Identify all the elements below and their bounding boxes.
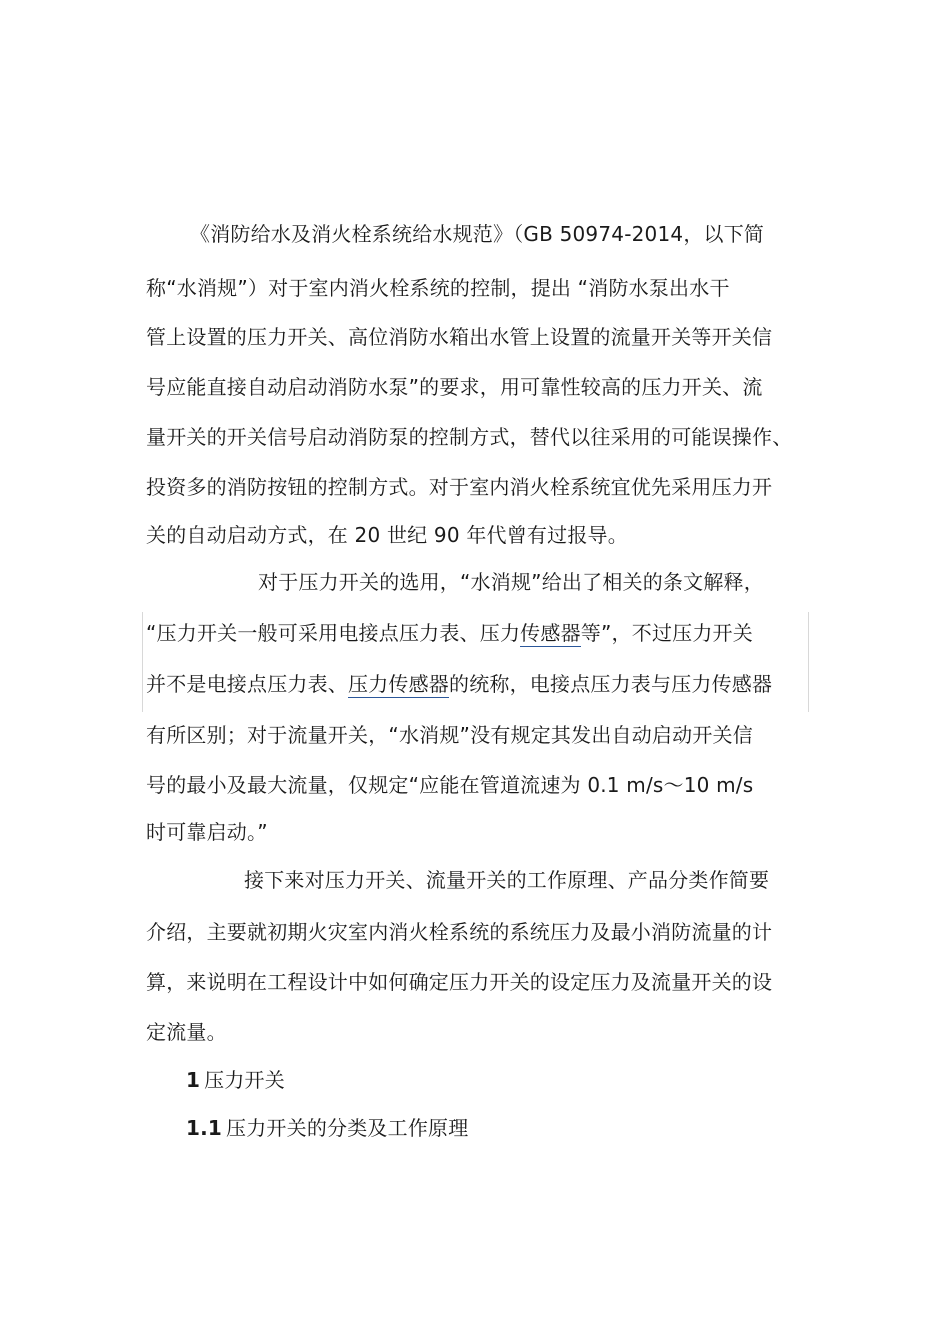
paragraph-line: 对于压力开关的选用，“水消规”给出了相关的条文解释， [258,570,764,594]
subsection-title: 压力开关的分类及工作原理 [226,1116,469,1140]
section-title: 压力开关 [204,1068,285,1092]
paragraph-line: 《消防给水及消火栓系统给水规范》（GB 50974-2014，以下简 [190,222,765,246]
paragraph-line: 关的自动启动方式，在 20 世纪 90 年代曾有过报导。 [146,523,628,547]
section-number: 1 [186,1068,201,1092]
paragraph-line: 称“水消规”）对于室内消火栓系统的控制，提出 “消防水泵出水干 [146,276,730,300]
paragraph-line: 投资多的消防按钮的控制方式。对于室内消火栓系统宜优先采用压力开 [146,475,773,499]
text-segment: 并不是电接点压力表、 [146,672,348,696]
paragraph-line: 有所区别；对于流量开关，“水消规”没有规定其发出自动启动开关信 [146,723,753,747]
term-link-pressure-sensor[interactable]: 压力传感器 [348,672,449,696]
text-segment: 的统称，电接点压力表与压力传感器 [449,672,773,696]
paragraph-line: 号应能直接自动启动消防水泵”的要求，用可靠性较高的压力开关、流 [146,375,763,399]
paragraph-line [146,621,753,645]
text-segment: 等”，不过压力开关 [580,621,753,645]
paragraph-line: 量开关的开关信号启动消防泵的控制方式，替代以往采用的可能误操作、 [146,425,793,449]
paragraph-line: 时可靠启动。” [146,820,268,844]
paragraph-line: 算，来说明在工程设计中如何确定压力开关的设定压力及流量开关的设 [146,970,773,994]
paragraph-line: 号的最小及最大流量，仅规定“应能在管道流速为 0.1 m/s～10 m/s [146,773,754,797]
paragraph-line: 定流量。 [146,1020,227,1044]
term-link-sensor[interactable]: 传感器 [520,621,581,645]
revision-bar-left [142,612,143,712]
paragraph-line: 管上设置的压力开关、高位消防水箱出水管上设置的流量开关等开关信 [146,325,773,349]
subsection-heading [186,1116,468,1140]
section-heading [186,1068,285,1092]
subsection-number: 1.1 [186,1116,223,1140]
revision-bar-right [808,612,809,712]
paragraph-line [146,672,772,696]
paragraph-line: 介绍，主要就初期火灾室内消火栓系统的系统压力及最小消防流量的计 [146,920,773,944]
paragraph-line: 接下来对压力开关、流量开关的工作原理、产品分类作简要 [244,868,770,892]
text-segment: “压力开关一般可采用电接点压力表、压力 [146,621,521,645]
